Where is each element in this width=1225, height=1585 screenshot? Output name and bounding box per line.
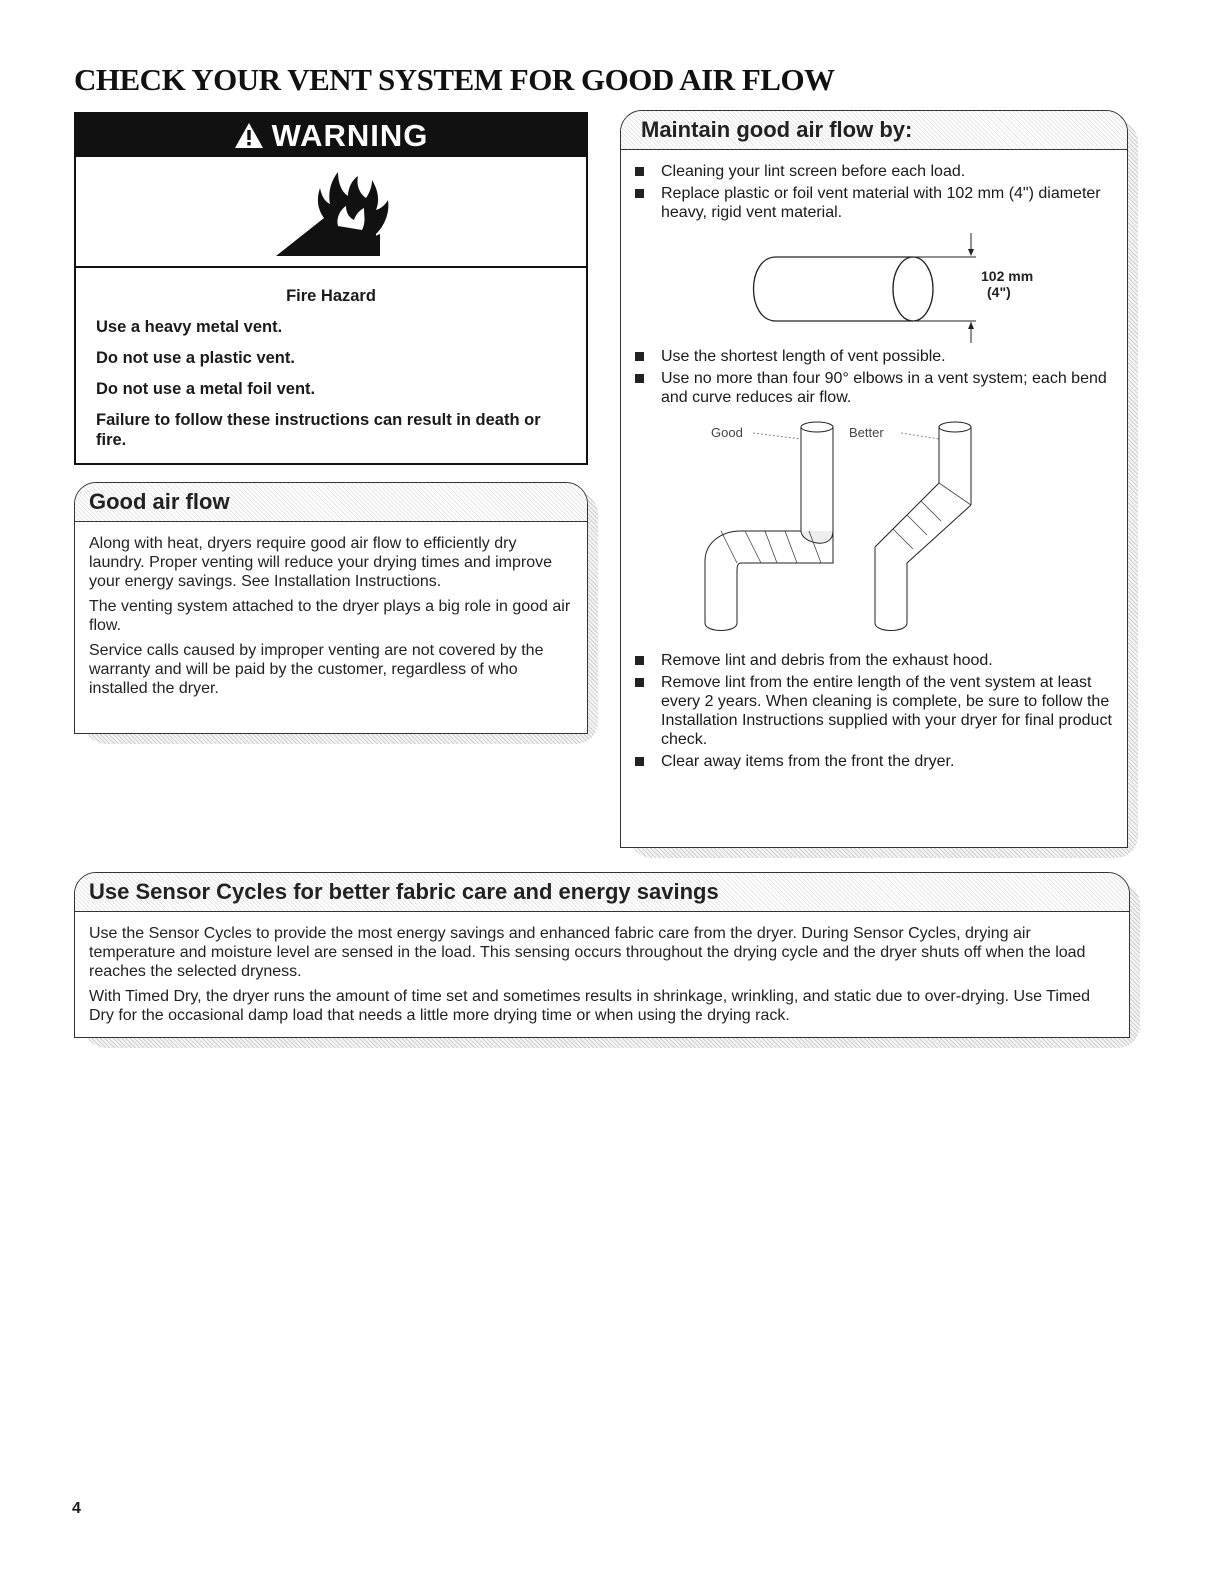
list-item: Use no more than four 90° elbows in a vent system; each bend and curve reduces air flow. xyxy=(621,369,1127,407)
maintain-bullets-bottom xyxy=(621,651,1127,771)
warning-line: Failure to follow these instructions can result in death or fire. xyxy=(96,411,541,449)
list-item: Use the shortest length of vent possible. xyxy=(621,347,1127,366)
warning-line: Do not use a plastic vent. xyxy=(96,349,295,367)
sensor-cycles-panel xyxy=(74,872,1140,1048)
good-air-flow-paragraph: Service calls caused by improper venting are not covered by the warranty and will be paid by the customer, regardless of who installed the dryer. xyxy=(89,642,544,697)
diagram-label-better: Better xyxy=(849,425,884,440)
good-air-flow-panel xyxy=(74,482,598,744)
hazard-title: Fire Hazard xyxy=(286,287,376,305)
good-air-flow-heading: Good air flow xyxy=(75,483,587,522)
maintain-bullets-mid xyxy=(621,347,1127,407)
sensor-paragraph: With Timed Dry, the dryer runs the amount of time set and sometimes results in shrinkage, wrinkling, and static due to over-drying. Use Timed Dry for the occasional damp load that needs a little more drying time or when using the drying rack. xyxy=(89,988,1091,1024)
vent-diameter-diagram xyxy=(621,225,1127,343)
maintain-air-flow-panel xyxy=(620,110,1138,858)
good-air-flow-paragraph: Along with heat, dryers require good air flow to efficiently dry laundry. Proper venting will reduce your drying times and improve your energy savings. See Installation Instructions. xyxy=(89,535,553,590)
warning-line: Do not use a metal foil vent. xyxy=(96,380,316,398)
diagram-label-good: Good xyxy=(711,425,743,440)
warning-header-text: WARNING xyxy=(271,117,429,153)
warning-image xyxy=(76,157,586,268)
maintain-bullets-top xyxy=(621,162,1127,222)
warning-line: Use a heavy metal vent. xyxy=(96,318,283,336)
fire-icon xyxy=(266,164,396,259)
page-number: 4 xyxy=(72,1500,81,1517)
vent-elbow-diagram xyxy=(621,413,1127,643)
sensor-heading: Use Sensor Cycles for better fabric care and energy savings xyxy=(75,873,1129,912)
page-title: CHECK YOUR VENT SYSTEM FOR GOOD AIR FLOW xyxy=(74,62,835,97)
warning-box xyxy=(74,112,588,465)
list-item: Replace plastic or foil vent material with 102 mm (4") diameter heavy, rigid vent material. xyxy=(621,184,1127,222)
warning-triangle-icon xyxy=(234,122,264,149)
list-item: Remove lint and debris from the exhaust hood. xyxy=(621,651,1127,670)
diameter-label: 102 mm xyxy=(981,268,1034,284)
maintain-heading: Maintain good air flow by: xyxy=(621,111,1127,150)
list-item: Remove lint from the entire length of the vent system at least every 2 years. When cleaning is complete, be sure to follow the Installation Instructions supplied with your dryer for final product check. xyxy=(621,673,1127,749)
warning-body xyxy=(76,268,586,450)
good-air-flow-paragraph: The venting system attached to the dryer plays a big role in good air flow. xyxy=(89,598,571,634)
list-item: Clear away items from the front the dryer. xyxy=(621,752,1127,771)
warning-header xyxy=(76,114,586,157)
list-item: Cleaning your lint screen before each load. xyxy=(621,162,1127,181)
sensor-paragraph: Use the Sensor Cycles to provide the most energy savings and enhanced fabric care from the dryer. During Sensor Cycles, drying air temperature and moisture level are sensed in the load. This sensing occurs throughout the drying cycle and the dryer shuts off when the load reaches the selected dryness. xyxy=(89,925,1086,980)
diameter-label-inches: (4") xyxy=(987,284,1011,300)
